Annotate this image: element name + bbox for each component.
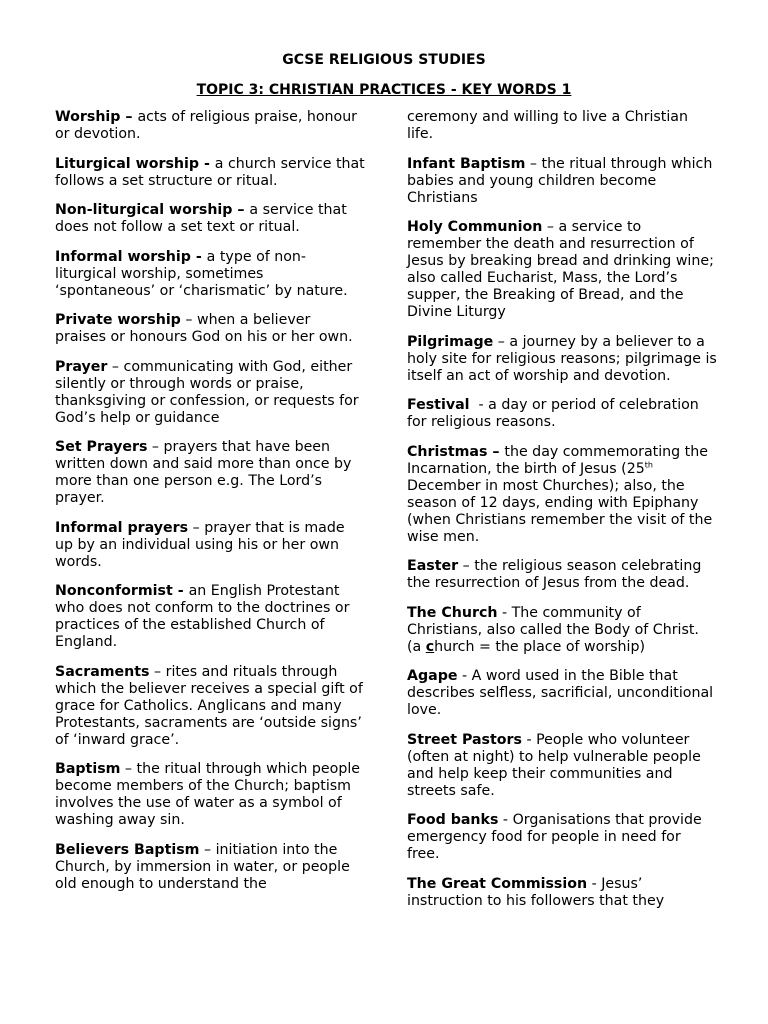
definition-part: The community of Christians, also called the Body of Christ. (a	[407, 604, 699, 655]
term: Sacraments	[55, 663, 150, 680]
separator: -	[587, 875, 602, 892]
separator: -	[457, 668, 472, 684]
term: Festival	[407, 397, 470, 413]
separator: –	[542, 219, 559, 235]
glossary-entry-informal-prayers	[55, 520, 365, 571]
separator: –	[493, 333, 510, 350]
glossary-entry-believers-baptism	[55, 842, 365, 893]
separator: –	[120, 761, 137, 777]
definition: People who volunteer (often at night) to help vulnerable people and help keep their communities and streets safe.	[407, 731, 701, 799]
separator: -	[469, 397, 489, 413]
left-column	[55, 109, 365, 905]
document-title: GCSE RELIGIOUS STUDIES	[282, 52, 486, 68]
glossary-entry-food-banks	[407, 812, 717, 863]
term: Informal prayers	[55, 519, 189, 536]
separator: –	[487, 443, 505, 460]
term: The Church	[407, 604, 498, 621]
term: Informal worship	[55, 248, 191, 265]
definition: rites and rituals through which the believer receives a special gift of grace for Catholics. Anglicans and many Protestants, sacraments are ‘outside signs’ of ‘inward grace’.	[55, 663, 363, 748]
glossary-entry-informal-worship	[55, 249, 365, 300]
separator: –	[107, 358, 124, 375]
continued-definition: ceremony and willing to live a Christian life.	[407, 109, 688, 142]
term: Set Prayers	[55, 439, 148, 455]
separator: –	[147, 439, 164, 455]
term: Prayer	[55, 358, 108, 375]
glossary-entry-baptism	[55, 761, 365, 829]
separator: -	[497, 604, 512, 621]
glossary-entry-private-worship	[55, 312, 365, 346]
glossary-entry-sacraments	[55, 664, 365, 749]
term: The Great Commission	[407, 875, 588, 892]
definition: Jesus’ instruction to his followers that they	[407, 875, 665, 909]
definition: a type of non-liturgical worship, sometimes ‘spontaneous’ or ‘charismatic’ by nature.	[55, 248, 348, 299]
definition: a church service that follows a set structure or ritual.	[55, 155, 365, 189]
separator: –	[180, 312, 197, 328]
term: Easter	[407, 558, 459, 574]
definition-part: the day commemorating the Incarnation, the birth of Jesus (25	[407, 443, 708, 477]
definition: initiation into the Church, by immersion in water, or people old enough to understand the	[55, 841, 350, 892]
glossary-entry-liturgical-worship	[55, 156, 365, 190]
term: Worship	[55, 109, 121, 125]
term: Baptism	[55, 761, 121, 777]
separator: –	[458, 558, 475, 574]
separator: -	[172, 583, 189, 599]
separator: -	[498, 812, 513, 828]
term: Pilgrimage	[407, 333, 494, 350]
definition: an English Protestant who does not conform to the doctrines or practices of the established Church of England.	[55, 583, 350, 650]
glossary-entry-non-liturgical-worship	[55, 202, 365, 236]
definition: a service to remember the death and resurrection of Jesus by breaking bread and drinking wine; also called Eucharist, Mass, the Lord’s supper, the Breaking of Bread, and the Divine Liturgy	[407, 219, 714, 320]
definition: the religious season celebrating the resurrection of Jesus from the dead.	[407, 558, 702, 591]
separator: –	[525, 155, 542, 172]
glossary-entry-pilgrimage	[407, 334, 717, 385]
separator: –	[120, 109, 138, 125]
glossary-entry-worship	[55, 109, 365, 143]
definition: prayer that is made up by an individual using his or her own words.	[55, 519, 345, 570]
term: Liturgical worship	[55, 155, 200, 172]
document-subtitle: TOPIC 3: CHRISTIAN PRACTICES - KEY WORDS 1	[196, 82, 572, 98]
glossary-entry-christmas	[407, 444, 717, 546]
separator: –	[188, 519, 205, 536]
glossary-entry-street-pastors	[407, 732, 717, 800]
separator: –	[199, 841, 216, 858]
definition: the ritual through which people become members of the Church; baptism involves the use of water as a symbol of washing away sin.	[55, 761, 360, 828]
glossary-entry-nonconformist	[55, 583, 365, 651]
glossary-entry-prayer	[55, 359, 365, 427]
definition-part: December in most Churches); also, the season of 12 days, ending with Epiphany (when Christians remember the visit of the wise men.	[407, 477, 713, 545]
term: Food banks	[407, 812, 499, 828]
separator: –	[232, 202, 250, 218]
definition-part: hurch = the place of worship)	[434, 638, 646, 655]
definition: a service that does not follow a set text or ritual.	[55, 202, 347, 235]
definition: when a believer praises or honours God on his or her own.	[55, 312, 353, 345]
separator: -	[190, 248, 207, 265]
term: Nonconformist	[55, 583, 173, 599]
glossary-entry-easter	[407, 558, 717, 592]
definition: A word used in the Bible that describes selfless, sacrificial, unconditional love.	[407, 668, 714, 718]
glossary-entry-infant-baptism	[407, 156, 717, 207]
term: Agape	[407, 668, 458, 684]
underlined-letter: c	[425, 638, 435, 655]
glossary-entry-agape	[407, 668, 717, 719]
definition: a journey by a believer to a holy site for religious reasons; pilgrimage is itself an act of worship and devotion.	[407, 333, 717, 384]
glossary-entry-holy-communion	[407, 219, 717, 321]
term: Holy Communion	[407, 219, 543, 235]
separator: -	[199, 155, 215, 172]
term: Christmas	[407, 443, 488, 460]
definition: a day or period of celebration for religious reasons.	[407, 397, 699, 430]
term: Non-liturgical worship	[55, 202, 233, 218]
glossary-entry-set-prayers	[55, 439, 365, 507]
separator: –	[149, 663, 166, 680]
ordinal-superscript: th	[644, 459, 653, 469]
glossary-entry-the-church	[407, 605, 717, 656]
separator: -	[521, 731, 537, 748]
definition: communicating with God, either silently or through words or praise, thanksgiving or confession, or requests for God’s help or guidance	[55, 358, 359, 426]
definition: the ritual through which babies and young children become Christians	[407, 155, 713, 206]
glossary-entry-great-commission	[407, 876, 717, 910]
right-column	[407, 109, 717, 922]
term: Private worship	[55, 312, 181, 328]
definition: acts of religious praise, honour or devotion.	[55, 109, 358, 142]
term: Infant Baptism	[407, 155, 526, 172]
glossary-entry-festival	[407, 397, 717, 431]
definition: Organisations that provide emergency food for people in need for free.	[407, 812, 702, 862]
term: Street Pastors	[407, 731, 522, 748]
term: Believers Baptism	[55, 841, 200, 858]
definition: prayers that have been written down and said more than once by more than one person e.g. The Lord’s prayer.	[55, 439, 352, 506]
